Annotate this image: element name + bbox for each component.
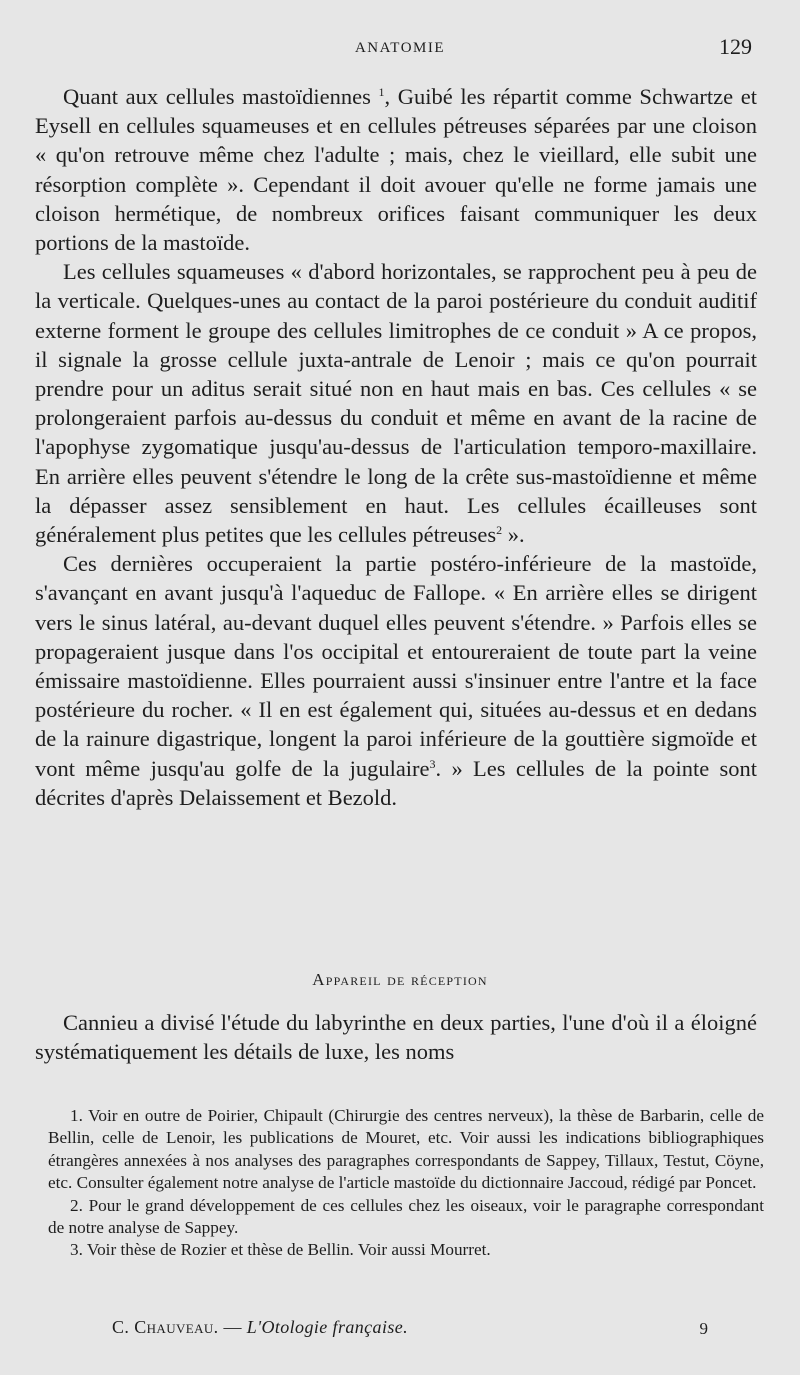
sheet-number: 9 — [699, 1319, 708, 1338]
footnote-1: 1. Voir en outre de Poirier, Chipault (Chirurgie des centres nerveux), la thèse de Barbarin, celle de Bellin, celle de Lenoir, les publications de Mouret, etc. Voir aussi les indications bibliographiques étrangères annexées à nos analyses des paragraphes correspondants de Sappey, Tillaux, Testut, Cöyne, etc. Consulter également notre analyse de l'article mastoïde du dictionnaire Jaccoud, rédigé par Poncet. — [48, 1106, 764, 1193]
paragraph-1-text-a: Quant aux cellules mastoïdiennes — [63, 84, 379, 109]
paragraph-2 — [35, 257, 757, 549]
footnotes — [48, 1105, 764, 1262]
footnote-ref-2: 2 — [496, 523, 503, 538]
footer-author: C. Chauveau. — [112, 1317, 219, 1337]
footnote-ref-1: 1 — [378, 85, 385, 99]
paragraph-3-text-b: . » Les cellules de la pointe sont décrites d'après Delaissement et Bezold. — [35, 755, 757, 810]
section-heading: Appareil de réception — [312, 970, 488, 989]
running-head: ANATOMIE — [354, 40, 446, 56]
main-text — [35, 82, 757, 812]
page-footer — [0, 1317, 800, 1345]
page-number: 129 — [719, 34, 752, 59]
paragraph-3 — [35, 549, 757, 812]
section-text — [35, 1008, 757, 1066]
footnote-2: 2. Pour le grand développement de ces cellules chez les oiseaux, voir le paragraphe correspondant de notre analyse de Sappey. — [48, 1195, 764, 1238]
paragraph-2-text-b: ». — [502, 522, 525, 548]
paragraph-2-text-a: Les cellules squameuses « d'abord horizontales, se rapprochent peu à peu de la verticale. Quelques-unes au contact de la paroi postérieure du conduit auditif externe forment le groupe des cellules limitrophes de ce conduit » A ce propos, il signale la grosse cellule juxta-antrale de Lenoir ; mais ce qu'on pourrait prendre pour un aditus serait situé non en haut mais en bas. Ces cellules « se prolongeraient parfois au-dessus du conduit et même en avant de la racine de l'apophyse zygomatique jusqu'au-dessus de l'articulation temporo-maxillaire. En arrière elles peuvent s'étendre le long de la crête sus-mastoïdienne et même la dépasser assez sensiblement en haut. Les cellules écailleuses sont généralement plus petites que les cellules pétreuses — [35, 259, 757, 548]
paragraph-1 — [35, 82, 757, 257]
footnote-divider — [350, 1074, 470, 1075]
paragraph-1-text-b: , Guibé les répartit comme Schwartze et Eysell en cellules squameuses et en cellules pétreuses séparées par une cloison « qu'on retrouve même chez l'adulte ; mais, chez le vieillard, elle subit une résorption complète ». Cependant il doit avouer qu'elle ne forme jamais une cloison hermétique, de nombreux orifices faisant communiquer les deux portions de la mastoïde. — [35, 84, 758, 256]
footnote-ref-3: 3 — [429, 756, 436, 771]
paragraph-3-text-a: Ces dernières occuperaient la partie postéro-inférieure de la mastoïde, s'avançant en avant jusqu'à l'aqueduc de Fallope. « En arrière elles se dirigent vers le sinus latéral, au-devant duquel elles peuvent s'étendre. » Parfois elles se propageraient jusque dans l'os occipital et entoureraient de toute part la veine émissaire mastoïdienne. Elles pourraient aussi s'insinuer entre l'antre et la face postérieure du rocher. « Il en est également qui, situées au-dessus et en dedans de la rainure digastrique, longent la paroi inférieure de la gouttière sigmoïde et vont même jusqu'au golfe de la jugulaire — [35, 551, 757, 781]
page-header — [0, 34, 800, 64]
footer-dash: — — [218, 1317, 247, 1337]
signature-line — [112, 1317, 408, 1338]
paragraph-4: Cannieu a divisé l'étude du labyrinthe en deux parties, l'une d'où il a éloigné systématiquement les détails de luxe, les noms — [35, 1010, 757, 1065]
footer-work-title: L'Otologie française. — [246, 1317, 409, 1337]
footnote-3: 3. Voir thèse de Rozier et thèse de Bellin. Voir aussi Mourret. — [70, 1240, 491, 1260]
